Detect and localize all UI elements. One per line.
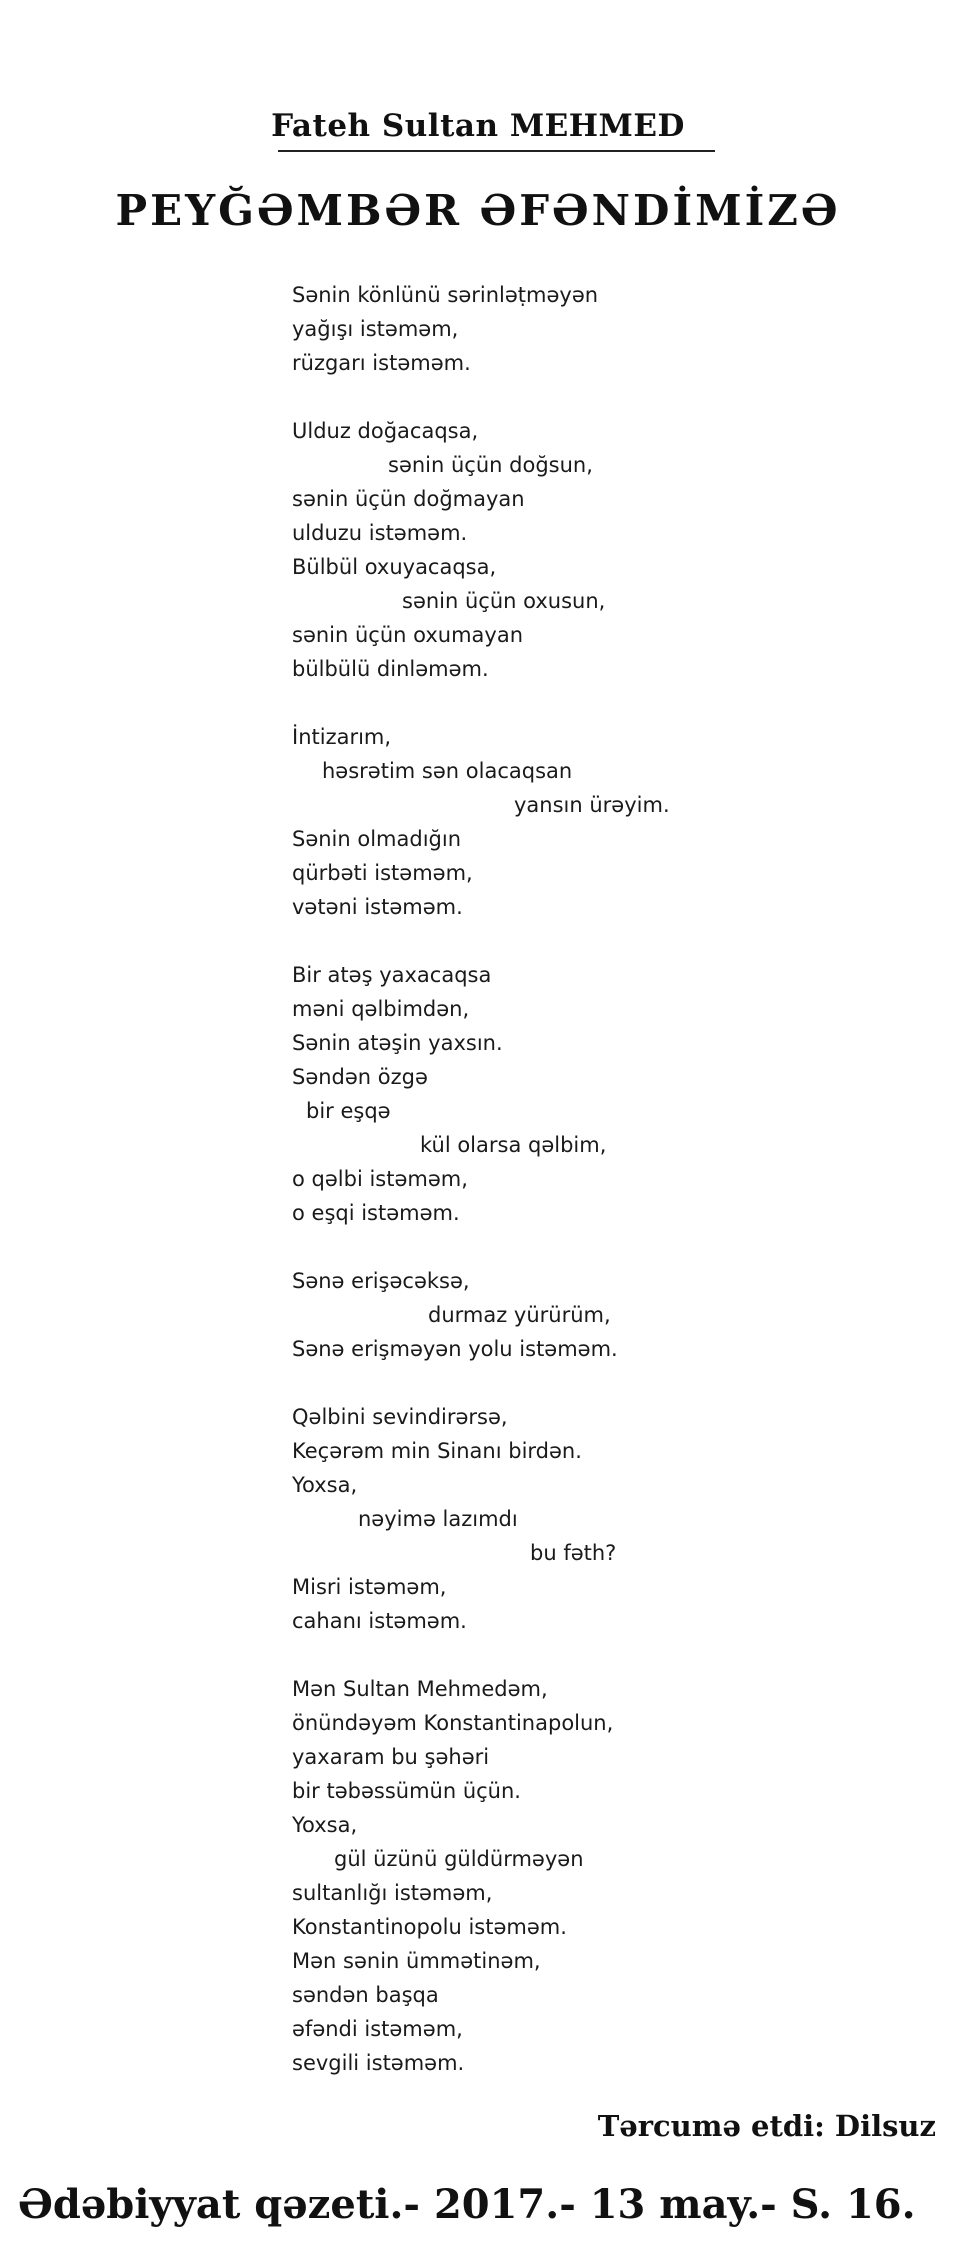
poem-line: rüzgarı istəməm. (292, 351, 471, 375)
stanza-gap (292, 1638, 852, 1672)
poem-line: Keçərəm min Sinanı birdən. (292, 1439, 582, 1463)
poem-line: vətəni istəməm. (292, 895, 463, 919)
stanza-gap (292, 380, 852, 414)
poem-line: Yoxsa, (292, 1473, 358, 1497)
poem-line: ulduzu istəməm. (292, 521, 468, 545)
poem-line: Mən Sultan Mehmedəm, (292, 1677, 548, 1701)
poem-body (292, 278, 852, 2080)
poem-line: həsrətim sən olacaqsan (322, 759, 573, 783)
poem-line: Sənin atəşin yaxsın. (292, 1031, 503, 1055)
poem-line: yaxaram bu şəhəri (292, 1745, 490, 1769)
source-citation: Ədəbiyyat qəzeti.- 2017.- 13 may.- S. 16. (18, 2181, 916, 2228)
poem-line: önündəyəm Konstantinapolun, (292, 1711, 614, 1735)
poem-line: Sənə erişəcəksə, (292, 1269, 470, 1293)
poem-line: Konstantinopolu istəməm. (292, 1915, 567, 1939)
poem-line: cahanı istəməm. (292, 1609, 467, 1633)
poem-line: sənin üçün doğsun, (388, 453, 593, 477)
poem-line: bülbülü dinləməm. (292, 657, 489, 681)
poem-line: bu fəth? (530, 1541, 617, 1565)
poem-line: əfəndi istəməm, (292, 2017, 463, 2041)
poem-line: yansın ürəyim. (514, 793, 670, 817)
poem-line: Misri istəməm, (292, 1575, 447, 1599)
poem-line: nəyimə lazımdı (358, 1507, 518, 1531)
poem-line: məni qəlbimdən, (292, 997, 470, 1021)
poem-line: sənin üçün oxumayan (292, 623, 524, 647)
poem-line: bir eşqə (306, 1099, 391, 1123)
poem-line: sənin üçün oxusun, (402, 589, 606, 613)
poem-line: o eşqi istəməm. (292, 1201, 460, 1225)
stanza-gap (292, 1230, 852, 1264)
poem-line: Bir atəş yaxacaqsa (292, 963, 492, 987)
poem-line: səndən başqa (292, 1983, 439, 2007)
poem-line: Mən sənin ümmətinəm, (292, 1949, 541, 1973)
poem-line: qürbəti istəməm, (292, 861, 473, 885)
poem-line: bir təbəssümün üçün. (292, 1779, 521, 1803)
poem-line: sevgili istəməm. (292, 2051, 465, 2075)
poem-line: İntizarım, (292, 725, 392, 749)
poem-line: sənin üçün doğmayan (292, 487, 525, 511)
stanza-gap (292, 686, 852, 720)
poem-title: PEYĞƏMBƏR ƏFƏNDİMİZƏ (115, 186, 841, 235)
poem-line: Sənin olmadığın (292, 827, 462, 851)
author-name: Fateh Sultan MEHMED (271, 108, 685, 144)
poem-line: sultanlığı istəməm, (292, 1881, 493, 1905)
poem-line: Bülbül oxuyacaqsa, (292, 555, 497, 579)
poem-line: kül olarsa qəlbim, (420, 1133, 607, 1157)
poem-line: Yoxsa, (292, 1813, 358, 1837)
stanza-gap (292, 924, 852, 958)
poem-line: Qəlbini sevindirərsə, (292, 1405, 508, 1429)
stanza-gap (292, 1366, 852, 1400)
poem-line: o qəlbi istəməm, (292, 1167, 468, 1191)
author-underline (278, 150, 715, 152)
poem-line: gül üzünü güldürməyən (334, 1847, 584, 1871)
translator-credit: Tərcumə etdi: Dilsuz (597, 2109, 936, 2143)
poem-line: Səndən özgə (292, 1065, 428, 1089)
poem-line: yağışı istəməm, (292, 317, 459, 341)
poem-line: Ulduz doğacaqsa, (292, 419, 479, 443)
poem-line: durmaz yürürüm, (428, 1303, 611, 1327)
poem-line: Sənə erişməyən yolu istəməm. (292, 1337, 618, 1361)
poem-line: Sənin könlünü sərinləṭməyən (292, 283, 599, 307)
